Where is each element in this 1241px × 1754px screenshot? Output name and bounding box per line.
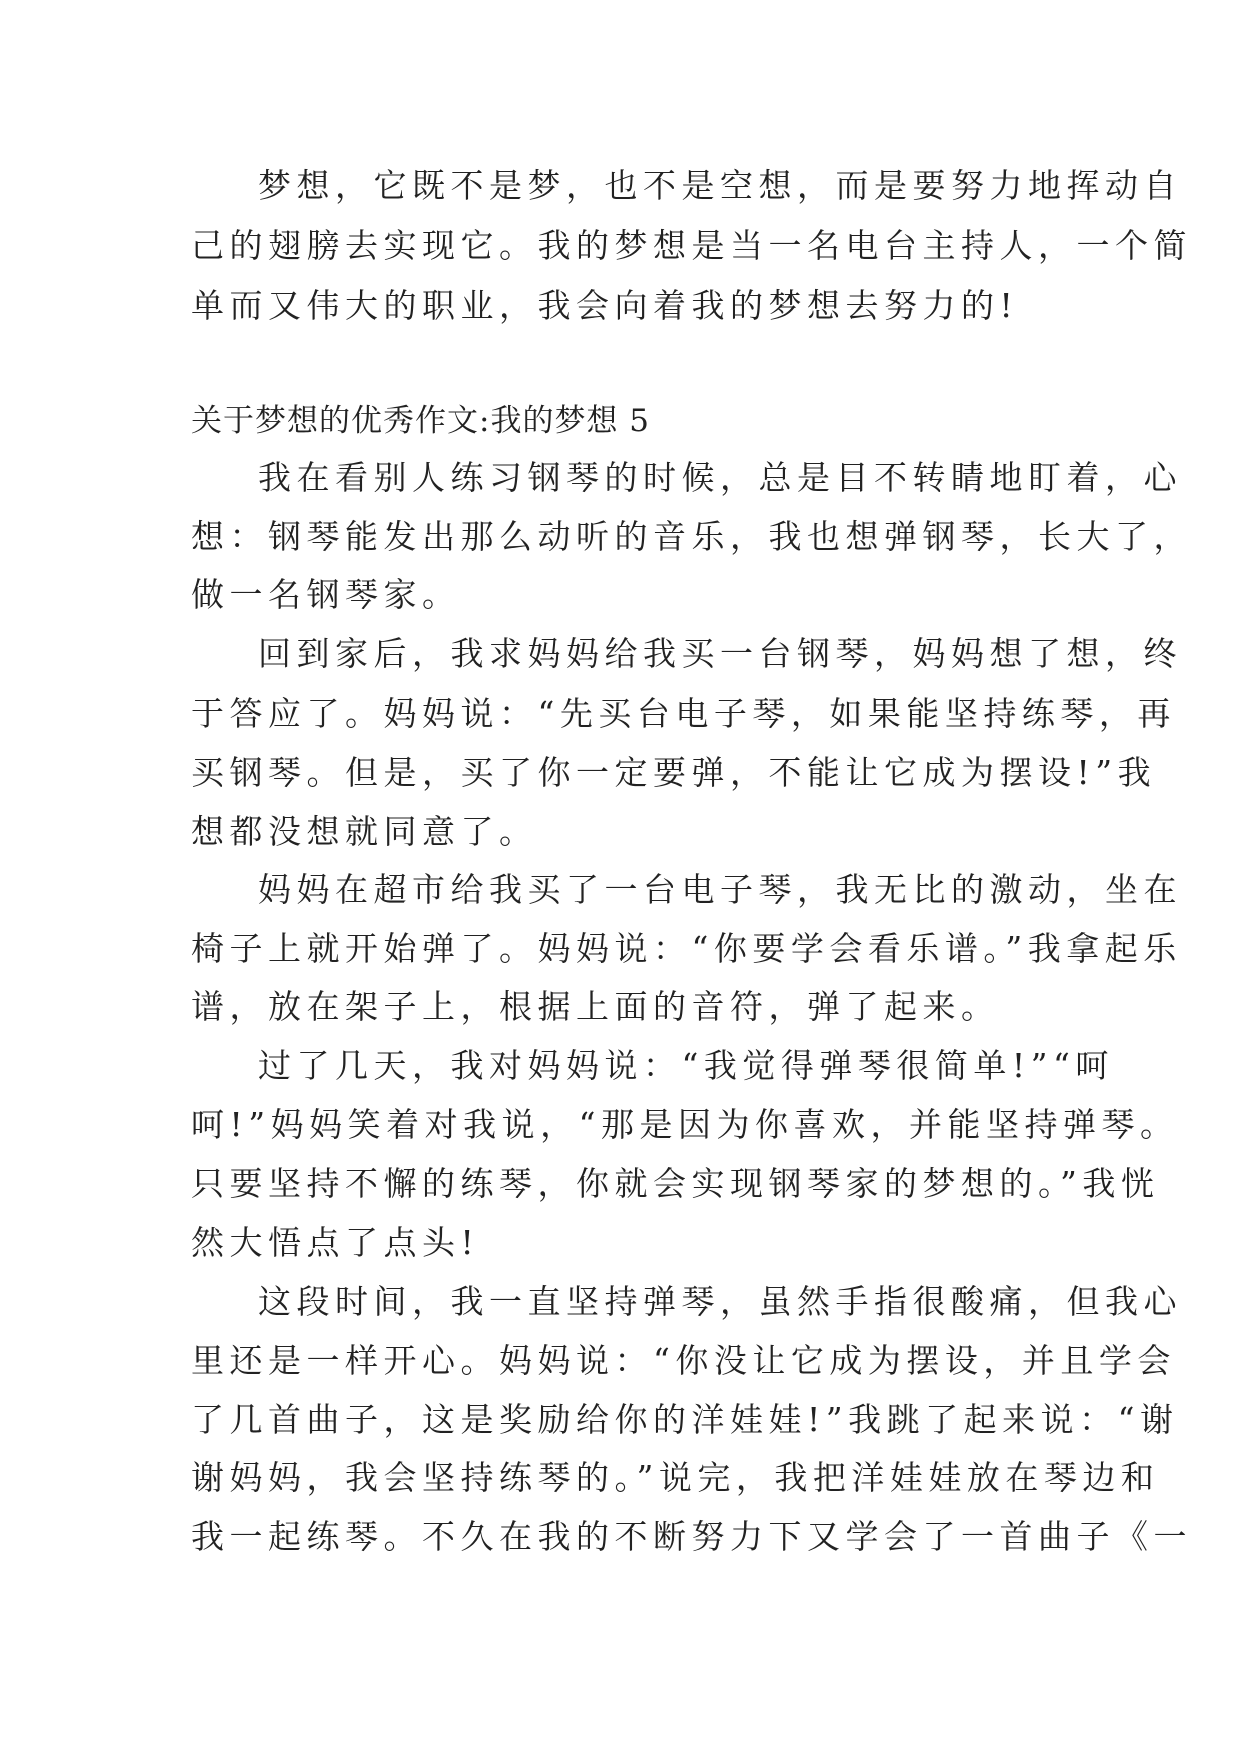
text-line: 我在看别人练习钢琴的时候，总是目不转睛地盯着，心 [258, 458, 1182, 497]
text-line: 单而又伟大的职业，我会向着我的梦想去努力的! [191, 286, 1019, 325]
text-line: 妈妈在超市给我买了一台电子琴，我无比的激动，坐在 [258, 870, 1182, 909]
text-line: 谱，放在架子上，根据上面的音符，弹了起来。 [191, 987, 1000, 1026]
section-heading: 关于梦想的优秀作文:我的梦想 5 [191, 403, 651, 439]
text-line: 买钢琴。但是，买了你一定要弹，不能让它成为摆设!”我 [191, 753, 1157, 792]
text-line: 椅子上就开始弹了。妈妈说：“你要学会看乐谱。”我拿起乐 [191, 929, 1182, 968]
text-line: 梦想，它既不是梦，也不是空想，而是要努力地挥动自 [258, 166, 1182, 205]
text-line: 做一名钢琴家。 [191, 575, 461, 614]
text-line: 了几首曲子，这是奖励给你的洋娃娃!”我跳了起来说：“谢 [191, 1400, 1179, 1439]
text-line: 己的翅膀去实现它。我的梦想是当一名电台主持人，一个简 [191, 226, 1192, 265]
text-line: 呵!”妈妈笑着对我说，“那是因为你喜欢，并能坚持弹琴。 [191, 1105, 1179, 1144]
text-line: 里还是一样开心。妈妈说：“你没让它成为摆设，并且学会 [191, 1341, 1176, 1380]
text-line: 回到家后，我求妈妈给我买一台钢琴，妈妈想了想，终 [258, 634, 1182, 673]
text-line: 过了几天，我对妈妈说：“我觉得弹琴很简单!”“呵 [258, 1046, 1114, 1085]
text-line: 这段时间，我一直坚持弹琴，虽然手指很酸痛，但我心 [258, 1282, 1182, 1321]
text-line: 我一起练琴。不久在我的不断努力下又学会了一首曲子《一 [191, 1517, 1192, 1556]
text-line: 于答应了。妈妈说：“先买台电子琴，如果能坚持练琴，再 [191, 694, 1176, 733]
text-line: 只要坚持不懈的练琴，你就会实现钢琴家的梦想的。”我恍 [191, 1164, 1160, 1203]
text-line: 谢妈妈，我会坚持练琴的。”说完，我把洋娃娃放在琴边和 [191, 1458, 1160, 1497]
text-line: 想：钢琴能发出那么动听的音乐，我也想弹钢琴，长大了， [191, 517, 1192, 556]
text-line: 想都没想就同意了。 [191, 812, 538, 851]
text-line: 然大悟点了点头! [191, 1223, 480, 1262]
